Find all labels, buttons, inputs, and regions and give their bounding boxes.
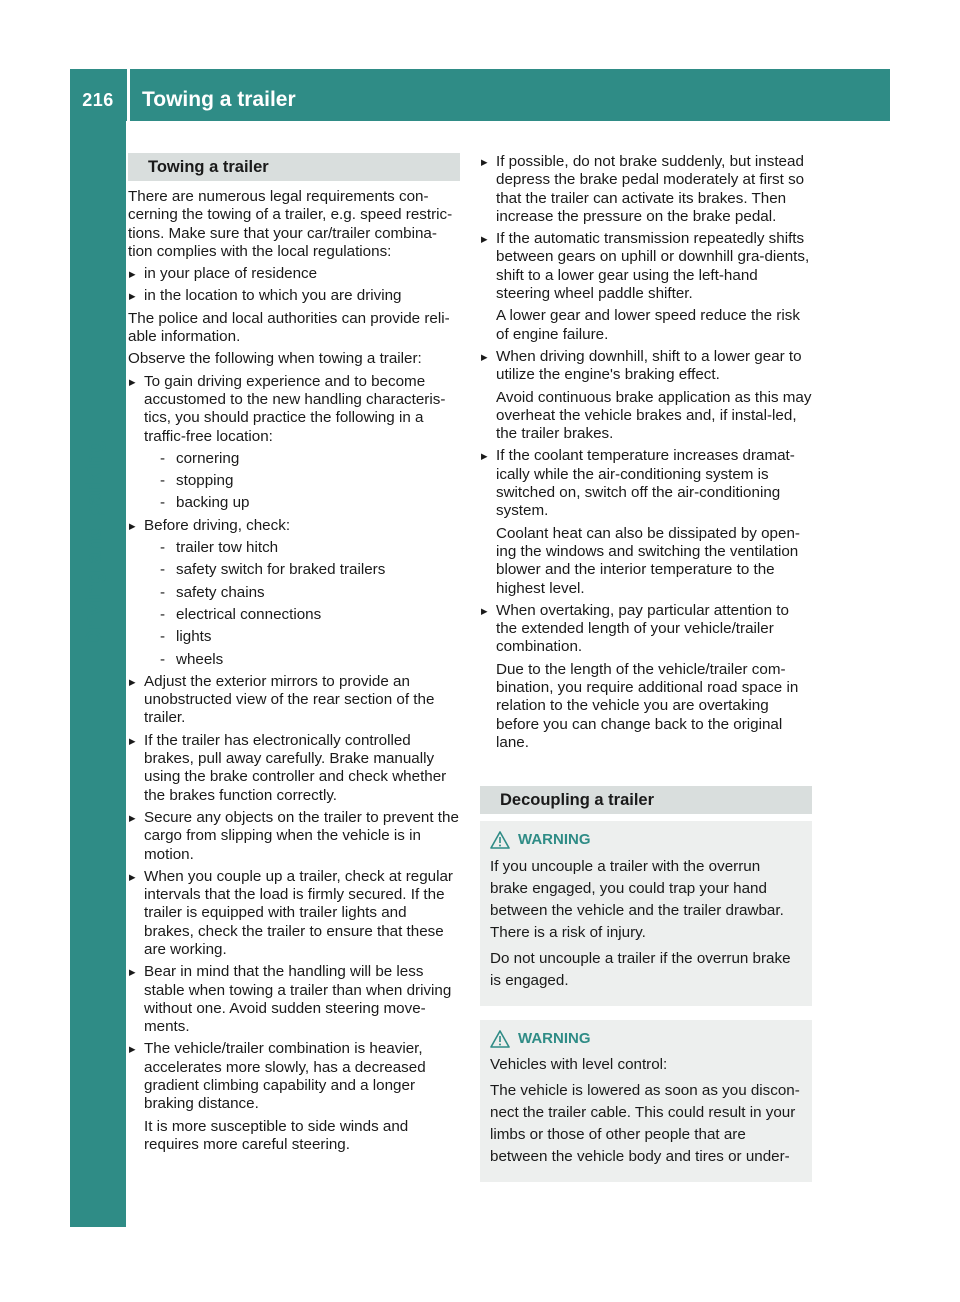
warning-box-overrun [480,821,812,1005]
bullet-text: ▶ Before driving, check: [144,516,291,534]
right-column [480,153,812,1182]
bullet-text: ▶ If the automatic transmission repeatedly shifts between gears on uphill or downhill gra-dients, shift to a lower gear using the left-hand steering wheel paddle shifter. [496,230,810,303]
bullet-note: A lower gear and lower speed reduce the risk of engine failure. [496,307,800,343]
list-item [480,348,812,443]
bullet-text: ▶ If possible, do not brake suddenly, but instead depress the brake pedal moderately at first so that the trailer can activate its brakes. Then increase the pressure on the brake pedal. [496,153,805,225]
spacer [480,756,812,786]
dash-item: - wheels [144,651,460,669]
dash-item: - cornering [144,450,460,468]
header-divider [127,69,130,121]
list-item-heavier [128,1040,460,1154]
list-item: ▶ If the trailer has electronically controlled brakes, pull away carefully. Brake manually using the brake controller and check whether the brakes function correctly. [128,732,460,805]
warning-title-text: WARNING [518,1029,591,1047]
list-item [480,153,812,226]
bullet-text: ▶ When driving downhill, shift to a lower gear to utilize the engine's braking effect. [496,347,802,384]
warning-text: Do not uncouple a trailer if the overrun brake is engaged. [490,949,791,989]
dash-item: - stopping [144,472,460,490]
list-item: ▶ in the location to which you are driving [128,287,460,305]
page-number: 216 [82,90,114,110]
warning-box-level-control [480,1020,812,1182]
side-tab-label: Driving and parking [81,439,106,647]
dash-item: - trailer tow hitch [144,539,460,557]
side-strip [70,121,126,1227]
list-item: ▶ Bear in mind that the handling will be less stable when towing a trailer than when driving without one. Avoid sudden steering move-ments. [128,963,460,1036]
dash-item: - safety chains [144,584,460,602]
warning-text: The vehicle is lowered as soon as you discon-nect the trailer cable. This could result in your limbs or those of other people that are between the vehicle body and tires or under- [490,1081,800,1165]
warning-text: Vehicles with level control: [490,1055,668,1073]
warning-title [490,831,802,849]
left-column [128,153,460,1158]
bullet-note: It is more susceptible to side winds and requires more careful steering. [144,1117,409,1153]
bullet-text: ▶ If the coolant temperature increases dramat-ically while the air-conditioning system is switched on, switch off the air-conditioning system. [496,447,795,520]
list-item-before-driving [128,517,460,669]
observe-paragraph: Observe the following when towing a trailer: [128,350,422,368]
dash-item: - electrical connections [144,606,460,624]
dash-item: - backing up [144,494,460,512]
warning-title [490,1030,802,1048]
practice-list [144,450,460,513]
list-item: ▶ in your place of residence [128,265,460,283]
bullet-text: ▶ The vehicle/trailer combination is heavier, accelerates more slowly, has a decreased gradient climbing capability and a longer braking distance. [144,1040,426,1113]
warning-triangle-icon [490,831,510,849]
warning-triangle-icon [490,1030,510,1048]
warning-text: If you uncouple a trailer with the overrun brake engaged, you could trap your hand between the vehicle and the trailer drawbar. There is a risk of injury. [490,857,784,941]
list-item [480,602,812,752]
warning-title-text: WARNING [518,831,591,849]
bullet-note: Avoid continuous brake application as this may overheat the vehicle brakes and, if instal-led, the trailer brakes. [496,388,812,443]
list-item-gain-experience [128,373,460,513]
header-title: Towing a trailer [142,88,296,111]
bullet-note: Due to the length of the vehicle/trailer com-bination, you require additional road space in relation to the vehicle you are overtaking before you can change back to the original lane. [496,660,799,751]
list-item: ▶ When you couple up a trailer, check at regular intervals that the load is firmly secured. If the trailer is equipped with trailer lights and brakes, check the trailer to ensure that these are working. [128,868,460,959]
list-item: ▶ Adjust the exterior mirrors to provide an unobstructed view of the rear section of the trailer. [128,673,460,728]
list-item [480,230,812,344]
spacer [480,1006,812,1020]
police-note: The police and local authorities can provide reli-able information. [128,309,450,346]
check-list [144,539,460,669]
dash-item: - safety switch for braked trailers [144,561,460,579]
section-heading-towing: Towing a trailer [128,153,460,181]
list-item [480,447,812,597]
section-heading-decoupling: Decoupling a trailer [480,786,812,814]
intro-paragraph: There are numerous legal requirements con-cerning the towing of a trailer, e.g. speed restric-tions. Make sure that your car/trailer combina-tion complies with the local regulations: [128,188,453,260]
list-item: ▶ Secure any objects on the trailer to prevent the cargo from slipping when the vehicle is in motion. [128,809,460,864]
bullet-text: ▶ When overtaking, pay particular attention to the extended length of your vehicle/trailer combination. [496,601,789,656]
dash-item: - lights [144,628,460,646]
bullet-note: Coolant heat can also be dissipated by open-ing the windows and switching the ventilation blower and the interior temperature to the highest level. [496,524,800,597]
bullet-text: ▶ To gain driving experience and to become accustomed to the new handling characteris-tics, you should practice the following in a traffic-free location: [144,372,446,445]
